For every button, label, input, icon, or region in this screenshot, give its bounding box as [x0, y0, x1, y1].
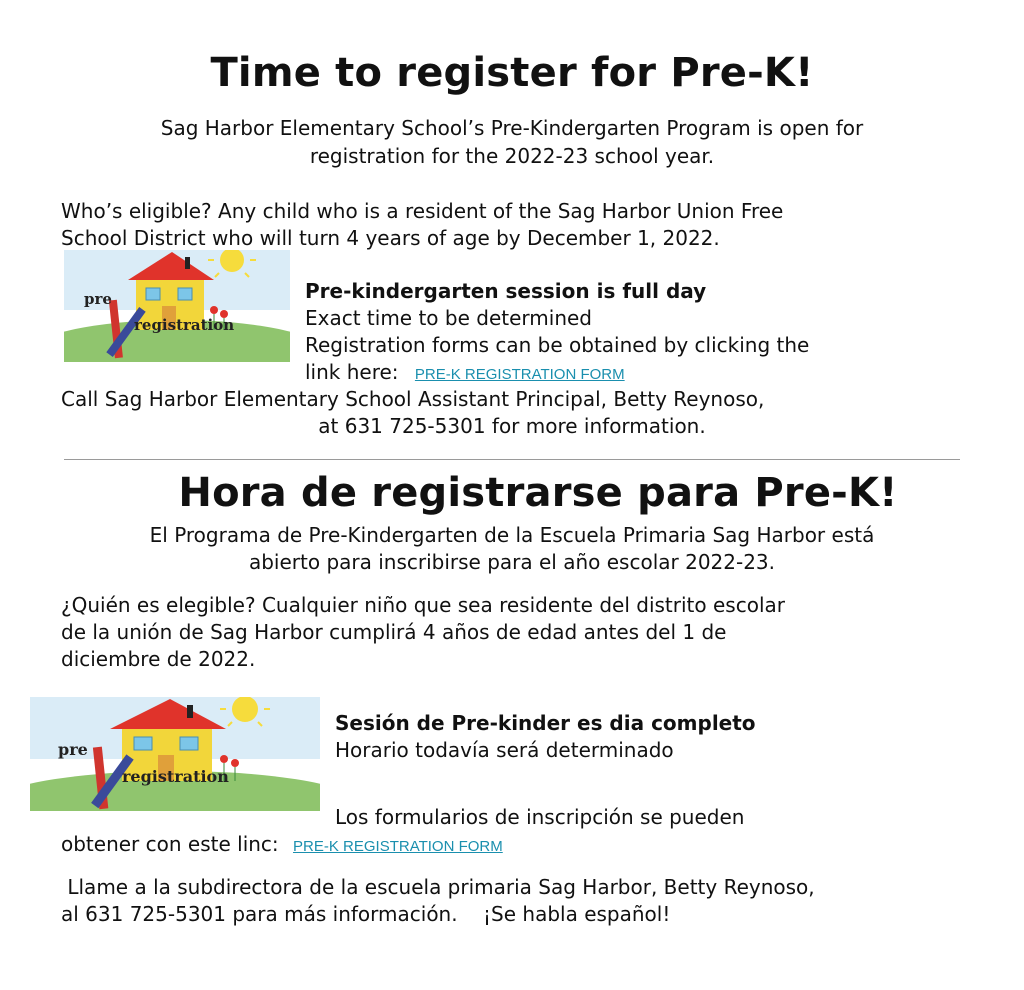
session-time-spanish: Horario todavía será determinado — [335, 738, 674, 762]
intro-line-2: registration for the 2022-23 school year. — [309, 144, 715, 168]
eligibility-line-3-spanish: diciembre de 2022. — [61, 647, 256, 671]
logo-text-pre-spanish: pre — [58, 740, 88, 759]
pre-registration-logo-spanish — [30, 697, 320, 811]
registration-form-link-spanish[interactable]: PRE-K REGISTRATION FORM — [293, 838, 503, 855]
contact-line-2: at 631 725-5301 for more information. — [318, 414, 706, 438]
section-divider — [64, 459, 960, 460]
session-time: Exact time to be determined — [305, 306, 592, 330]
eligibility-line-2-spanish: de la unión de Sag Harbor cumplirá 4 años de edad antes del 1 de — [61, 620, 727, 644]
forms-link-prefix-spanish: obtener con este linc: — [61, 832, 286, 856]
eligibility-line-1: Who’s eligible? Any child who is a resident of the Sag Harbor Union Free — [61, 199, 784, 223]
page-title: Time to register for Pre-K! — [210, 50, 814, 96]
logo-text-registration: registration — [134, 316, 235, 334]
pre-registration-logo — [64, 250, 290, 362]
forms-line-1-spanish: Los formularios de inscripción se pueden — [335, 805, 745, 829]
session-heading: Pre-kindergarten session is full day — [305, 279, 707, 303]
intro-line-2-spanish: abierto para inscribirse para el año escolar 2022-23. — [248, 550, 776, 574]
logo-text-pre: pre — [84, 290, 112, 308]
forms-line-2 — [305, 359, 625, 388]
forms-link-prefix: link here: — [305, 360, 405, 384]
eligibility-line-2: School District who will turn 4 years of age by December 1, 2022. — [61, 226, 720, 250]
session-heading-spanish: Sesión de Pre-kinder es dia completo — [335, 711, 756, 735]
contact-line-2-spanish: al 631 725-5301 para más información. ¡Se habla español! — [61, 902, 671, 926]
contact-line-1: Call Sag Harbor Elementary School Assistant Principal, Betty Reynoso, — [61, 387, 765, 411]
forms-line-2-spanish — [61, 831, 503, 860]
forms-line-1: Registration forms can be obtained by clicking the — [305, 333, 810, 357]
registration-form-link[interactable]: PRE-K REGISTRATION FORM — [414, 366, 625, 383]
eligibility-line-1-spanish: ¿Quién es elegible? Cualquier niño que sea residente del distrito escolar — [61, 593, 785, 617]
page-title-spanish: Hora de registrarse para Pre-K! — [178, 470, 898, 516]
contact-line-1-spanish: Llame a la subdirectora de la escuela primaria Sag Harbor, Betty Reynoso, — [61, 875, 815, 899]
intro-line-1: Sag Harbor Elementary School’s Pre-Kindergarten Program is open for — [160, 116, 864, 140]
intro-line-1-spanish: El Programa de Pre-Kindergarten de la Escuela Primaria Sag Harbor está — [149, 523, 875, 547]
logo-text-registration-spanish: registration — [122, 767, 229, 786]
